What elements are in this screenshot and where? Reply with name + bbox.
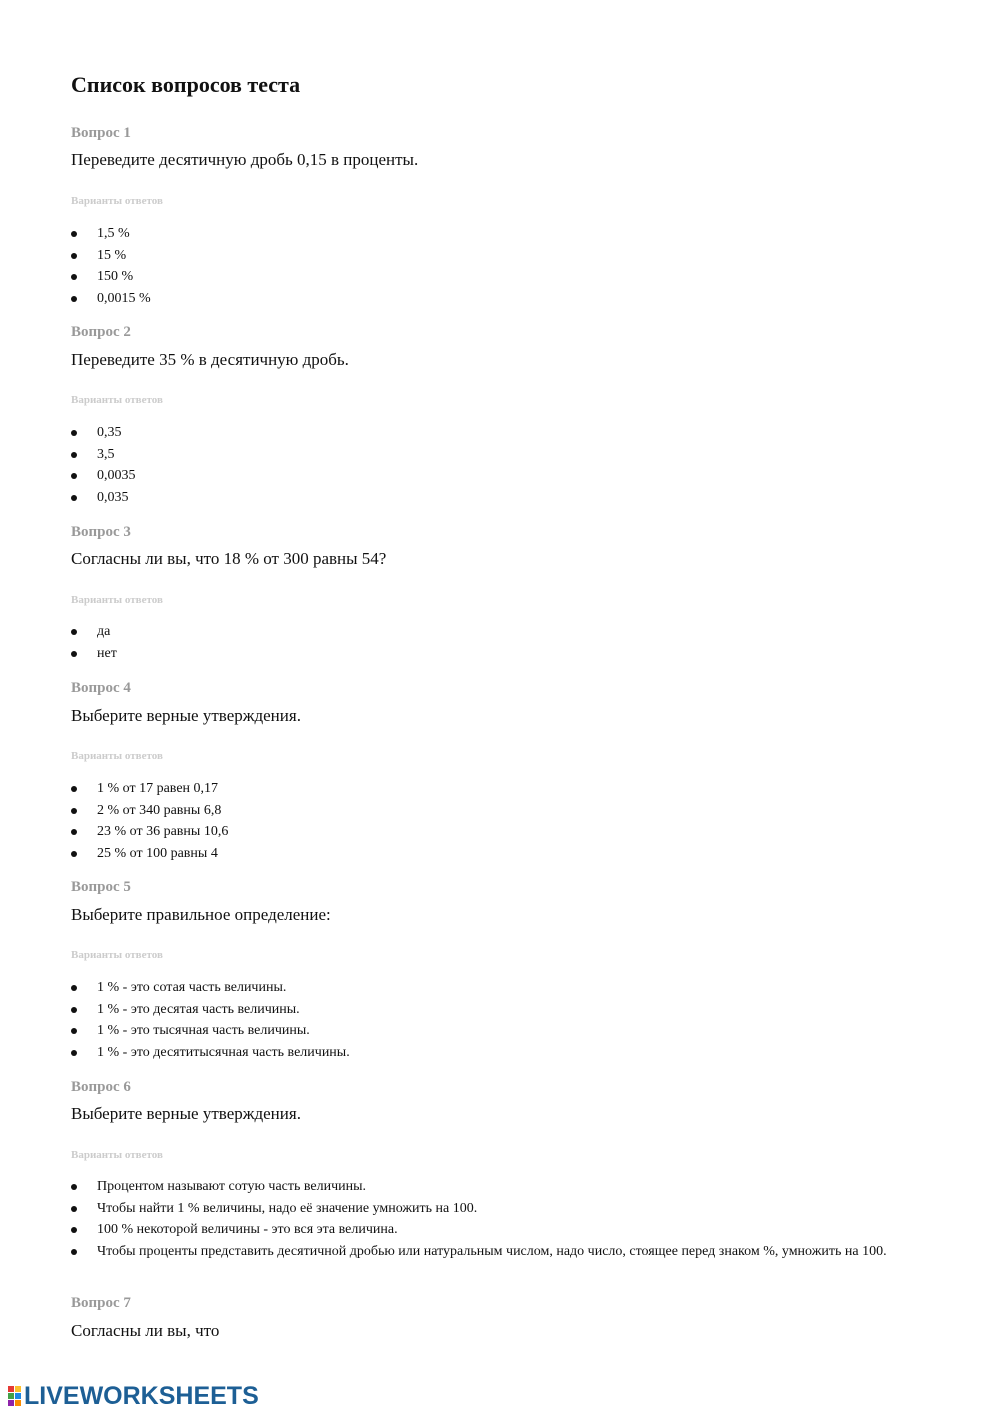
question-4-text: Выберите верные утверждения.: [71, 706, 301, 725]
question-4-options: [71, 780, 931, 866]
option[interactable]: 15 %: [71, 247, 931, 265]
option[interactable]: 1 % - это сотая часть величины.: [71, 979, 931, 997]
question-5-options-label: Варианты ответов: [71, 949, 163, 961]
question-6-options-label: Варианты ответов: [71, 1149, 163, 1161]
logo-text: LIVEWORKSHEETS: [24, 1381, 259, 1410]
option[interactable]: 0,0015 %: [71, 290, 931, 308]
question-4-options-label: Варианты ответов: [71, 750, 163, 762]
option[interactable]: 0,035: [71, 489, 931, 507]
question-1-label: Вопрос 1: [71, 125, 131, 141]
option[interactable]: да: [71, 623, 931, 641]
option[interactable]: 3,5: [71, 446, 931, 464]
liveworksheets-logo[interactable]: [8, 1382, 259, 1410]
page-title: Список вопросов теста: [71, 72, 301, 97]
option[interactable]: 1 % от 17 равен 0,17: [71, 780, 931, 798]
option[interactable]: 23 % от 36 равны 10,6: [71, 823, 931, 841]
question-6-label: Вопрос 6: [71, 1079, 131, 1095]
question-1-text: Переведите десятичную дробь 0,15 в проценты.: [71, 150, 419, 169]
question-3-options: [71, 623, 931, 666]
option[interactable]: 1,5 %: [71, 225, 931, 243]
option[interactable]: нет: [71, 645, 931, 663]
option[interactable]: Процентом называют сотую часть величины.: [71, 1178, 931, 1196]
option[interactable]: 1 % - это десятитысячная часть величины.: [71, 1044, 931, 1062]
question-2-text: Переведите 35 % в десятичную дробь.: [71, 350, 349, 369]
question-3-label: Вопрос 3: [71, 524, 131, 540]
question-3-text: Согласны ли вы, что 18 % от 300 равны 54?: [71, 549, 387, 568]
question-7-label: Вопрос 7: [71, 1295, 131, 1311]
question-2-options-label: Варианты ответов: [71, 394, 163, 406]
question-1-options-label: Варианты ответов: [71, 195, 163, 207]
question-2-label: Вопрос 2: [71, 324, 131, 340]
question-3-options-label: Варианты ответов: [71, 594, 163, 606]
question-5-label: Вопрос 5: [71, 879, 131, 895]
option[interactable]: Чтобы проценты представить десятичной дробью или натуральным числом, надо число, стоящее перед знаком %, умножить на 100.: [71, 1243, 931, 1261]
option[interactable]: 2 % от 340 равны 6,8: [71, 802, 931, 820]
logo-icon: [8, 1386, 21, 1406]
option[interactable]: 100 % некоторой величины - это вся эта величина.: [71, 1221, 931, 1239]
option[interactable]: 25 % от 100 равны 4: [71, 845, 931, 863]
question-4-label: Вопрос 4: [71, 680, 131, 696]
option[interactable]: 0,35: [71, 424, 931, 442]
question-6-options: [71, 1178, 931, 1264]
question-5-options: [71, 979, 931, 1065]
question-5-text: Выберите правильное определение:: [71, 905, 331, 924]
option[interactable]: 1 % - это тысячная часть величины.: [71, 1022, 931, 1040]
option[interactable]: 1 % - это десятая часть величины.: [71, 1001, 931, 1019]
question-1-options: [71, 225, 931, 311]
question-6-text: Выберите верные утверждения.: [71, 1104, 301, 1123]
option[interactable]: Чтобы найти 1 % величины, надо её значение умножить на 100.: [71, 1200, 931, 1218]
question-7-text: Согласны ли вы, что: [71, 1321, 220, 1340]
option[interactable]: 150 %: [71, 268, 931, 286]
question-2-options: [71, 424, 931, 510]
option[interactable]: 0,0035: [71, 467, 931, 485]
